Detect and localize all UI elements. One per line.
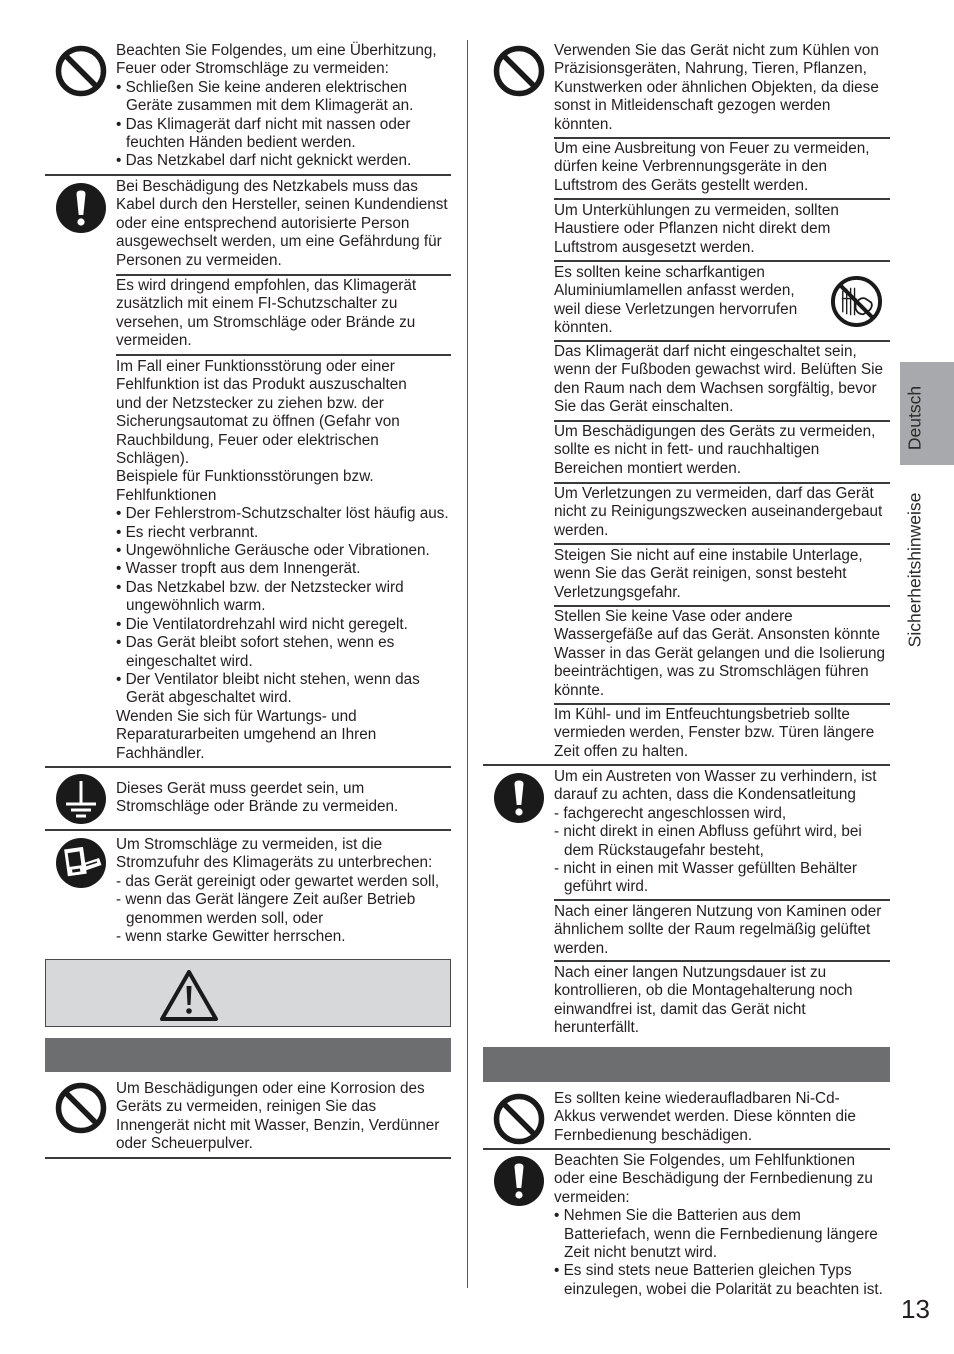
bullet-item: • Das Gerät bleibt sofort stehen, wenn es eingeschaltet wird. (116, 634, 395, 670)
group-rule (45, 174, 451, 176)
section-header-bar (483, 1047, 890, 1082)
section-tab-label: Sicherheitshinweise (904, 492, 925, 648)
paragraph: Das Klimagerät darf nicht eingeschaltet sein, wenn der Fußboden gewachst wird. Belüften Sie den Raum nach dem Wachsen sorgfältig, bevor Sie das Gerät einschalten. (554, 343, 884, 416)
cooling-objects-note (554, 42, 879, 134)
item-rule (554, 260, 890, 262)
exclamation-icon (493, 772, 545, 824)
paragraph: Um Beschädigungen oder eine Korrosion des Geräts zu vermeiden, reinigen Sie das Innengerät nicht mit Wasser, Benzin, Verdünner oder Scheuerpulver. (116, 1080, 440, 1153)
paragraph: Beachten Sie Folgendes, um eine Überhitzung, Feuer oder Stromschläge zu vermeiden: (116, 42, 437, 78)
item-rule (554, 605, 890, 607)
group-rule (45, 766, 451, 768)
item-rule (554, 960, 890, 962)
dash-item: - nicht in einen mit Wasser gefüllten Behälter geführt wird. (554, 860, 857, 896)
paragraph: Dieses Gerät muss geerdet sein, um Stromschläge oder Brände zu vermeiden. (116, 780, 399, 816)
paragraph: Es wird dringend empfohlen, das Klimagerät zusätzlich mit einem FI-Schutzschalter zu versehen, um Stromschläge oder Brände zu vermeiden. (116, 277, 417, 350)
bullet-item: • Der Ventilator bleibt nicht stehen, wenn das Gerät abgeschaltet wird. (116, 670, 420, 707)
dash-item: - wenn starke Gewitter herrschen. (116, 928, 346, 946)
vase-note (554, 608, 885, 700)
item-rule (116, 274, 451, 276)
nicd-batteries-note (554, 1090, 856, 1145)
examples-heading: Beispiele für Funktionsstörungen bzw. Fehlfunktionen (116, 468, 374, 504)
group-rule (45, 829, 451, 831)
prohibition-icon (55, 1082, 107, 1134)
bullet-item: • Das Netzkabel darf nicht geknickt werden. (116, 152, 412, 170)
unstable-surface-note (554, 547, 863, 602)
paragraph: Steigen Sie nicht auf eine instabile Unterlage, wenn Sie das Gerät reinigen, sonst besteht Verletzungsgefahr. (554, 547, 863, 601)
disconnect-power-note (116, 836, 439, 946)
warning-banner (45, 959, 451, 1027)
paragraph: Um Verletzungen zu vermeiden, darf das Gerät nicht zu Reinigungszwecken auseinandergebaut werden. (554, 485, 883, 539)
paragraph: Nach einer langen Nutzungsdauer ist zu kontrollieren, ob die Montagehalterung noch einwandfrei ist, damit das Gerät nicht herunterfällt. (554, 964, 853, 1037)
paragraph: Es sollten keine wiederaufladbaren Ni-Cd- Akkus verwendet werden. Diese könnten die Fernbedienung beschädigen. (554, 1090, 856, 1144)
mounting-bracket-note (554, 964, 853, 1038)
paragraph: Es sollten keine scharfkantigen Aluminiumlamellen anfasst werden, weil diese Verletzungen hervorrufen könnten. (554, 264, 798, 337)
prohibition-icon (493, 45, 545, 97)
paragraph: Bei Beschädigung des Netzkabels muss das Kabel durch den Hersteller, seinen Kundendienst oder eine entsprechend autorisierte Person ausgewechselt werden, um eine Gefährdung für Personen zu vermeiden. (116, 178, 448, 269)
item-rule (554, 340, 890, 342)
item-rule (116, 354, 451, 356)
bullet-item: • Der Fehlerstrom-Schutzschalter löst häufig aus. (116, 505, 449, 523)
warning-triangle-icon (158, 968, 220, 1023)
paragraph: Im Fall einer Funktionsstörung oder einer Fehlfunktion ist das Produkt auszuschalten und der Netzstecker zu ziehen bzw. der Sicherungsautomat zu öffnen (Gefahr von Rauchbildung, Feuer oder elektrischen Schlägen). (116, 358, 407, 468)
bullet-item: • Das Klimagerät darf nicht mit nassen oder feuchten Händen bedient werden. (116, 115, 411, 152)
section-header-bar (45, 1038, 451, 1072)
dash-item: - das Gerät gereinigt oder gewartet werden soll, (116, 872, 440, 890)
hypothermia-note (554, 202, 839, 257)
language-tab-label: Deutsch (904, 385, 925, 451)
ventilation-note (554, 903, 881, 958)
bullet-item: • Die Ventilatordrehzahl wird nicht geregelt. (116, 615, 408, 633)
exclamation-icon (493, 1155, 545, 1207)
remote-batteries-note (554, 1152, 883, 1299)
bullet-item: • Nehmen Sie die Batterien aus dem Batteriefach, wenn die Fernbedienung längere Zeit nicht benutzt wird. (554, 1207, 878, 1262)
item-rule (554, 482, 890, 484)
page-number: 13 (901, 1294, 930, 1324)
dash-item: - fachgerecht angeschlossen wird, (554, 804, 787, 822)
paragraph: Um eine Ausbreitung von Feuer zu vermeiden, dürfen keine Verbrennungsgeräte in den Luftstrom des Geräts gestellt werden. (554, 140, 870, 194)
prohibition-icon (493, 1093, 545, 1145)
floor-waxing-note (554, 343, 883, 417)
paragraph: Um Unterkühlungen zu vermeiden, sollten Haustiere oder Pflanzen nicht direkt dem Luftstrom ausgesetzt werden. (554, 202, 839, 256)
bullet-item: • Es riecht verbrannt. (116, 523, 259, 541)
aluminium-fins-note (554, 264, 797, 338)
paragraph: Um ein Austreten von Wasser zu verhindern, ist darauf zu achten, dass die Kondensatleitung (554, 768, 877, 804)
item-rule (554, 899, 890, 901)
malfunction-note (116, 358, 449, 763)
item-rule (554, 703, 890, 705)
combustion-devices-note (554, 140, 869, 195)
dash-item: - nicht direkt in einen Abfluss geführt wird, bei dem Rückstaugefahr besteht, (554, 823, 862, 859)
paragraph: Nach einer längeren Nutzung von Kaminen oder ähnlichem sollte der Raum regelmäßig gelüftet werden. (554, 903, 882, 957)
dash-item: - wenn das Gerät längere Zeit außer Betrieb genommen werden soll, oder (116, 891, 416, 927)
paragraph: Um Beschädigungen des Geräts zu vermeiden, sollte es nicht in fett- und rauchhaltigen Bereichen montiert werden. (554, 423, 876, 477)
windows-doors-note (554, 706, 874, 761)
earth-ground-icon (55, 773, 107, 825)
power-cord-damage-note (116, 178, 448, 270)
paragraph: Verwenden Sie das Gerät nicht zum Kühlen von Präzisionsgeräten, Nahrung, Tieren, Pflanzen, Kunstwerken oder ähnlichen Objekten, da diese sonst in Mitleidenschaft gezogen werden könnten. (554, 42, 879, 133)
prohibition-icon (55, 45, 107, 97)
column-divider (467, 40, 468, 1288)
group-rule (483, 1148, 890, 1150)
no-touch-sharp-fins-icon (830, 275, 883, 328)
bullet-item: • Wasser tropft aus dem Innengerät. (116, 560, 361, 578)
bullet-item: • Schließen Sie keine anderen elektrischen Geräte zusammen mit dem Klimagerät an. (116, 78, 414, 115)
bullet-item: • Es sind stets neue Batterien gleichen Typs einzulegen, wobei die Polarität zu beachten ist. (554, 1262, 883, 1298)
item-rule (554, 198, 890, 200)
cleaning-note (116, 1080, 439, 1154)
paragraph: Wenden Sie sich für Wartungs- und Reparaturarbeiten umgehend an Ihren Fachhändler. (116, 707, 377, 762)
grounding-note (116, 780, 398, 817)
paragraph: Im Kühl- und im Entfeuchtungsbetrieb sollte vermieden werden, Fenster bzw. Türen längere Zeit offen zu halten. (554, 706, 875, 760)
power-plug-icon (55, 837, 107, 889)
paragraph: Beachten Sie Folgendes, um Fehlfunktionen oder eine Beschädigung der Fernbedienung zu vermeiden: (554, 1152, 873, 1206)
group-rule (45, 1157, 451, 1159)
greasy-areas-note (554, 423, 875, 478)
disassembly-note (554, 485, 882, 540)
bullet-item: • Das Netzkabel bzw. der Netzstecker wird ungewöhnlich warm. (116, 578, 404, 615)
group-rule (483, 764, 890, 766)
overheating-warning (116, 42, 437, 171)
item-rule (554, 420, 890, 422)
rcd-recommendation-note (116, 277, 416, 351)
condensate-note (554, 768, 877, 897)
item-rule (554, 137, 890, 139)
bullet-item: • Ungewöhnliche Geräusche oder Vibrationen. (116, 542, 430, 560)
exclamation-icon (55, 182, 107, 234)
paragraph: Stellen Sie keine Vase oder andere Wassergefäße auf das Gerät. Ansonsten könnte Wasser in das Gerät gelangen und die Isolierung beeinträchtigen, was zu Stromschlägen führen könnte. (554, 608, 886, 699)
paragraph: Um Stromschläge zu vermeiden, ist die Stromzufuhr des Klimageräts zu unterbrechen: (116, 836, 433, 872)
item-rule (554, 543, 890, 545)
